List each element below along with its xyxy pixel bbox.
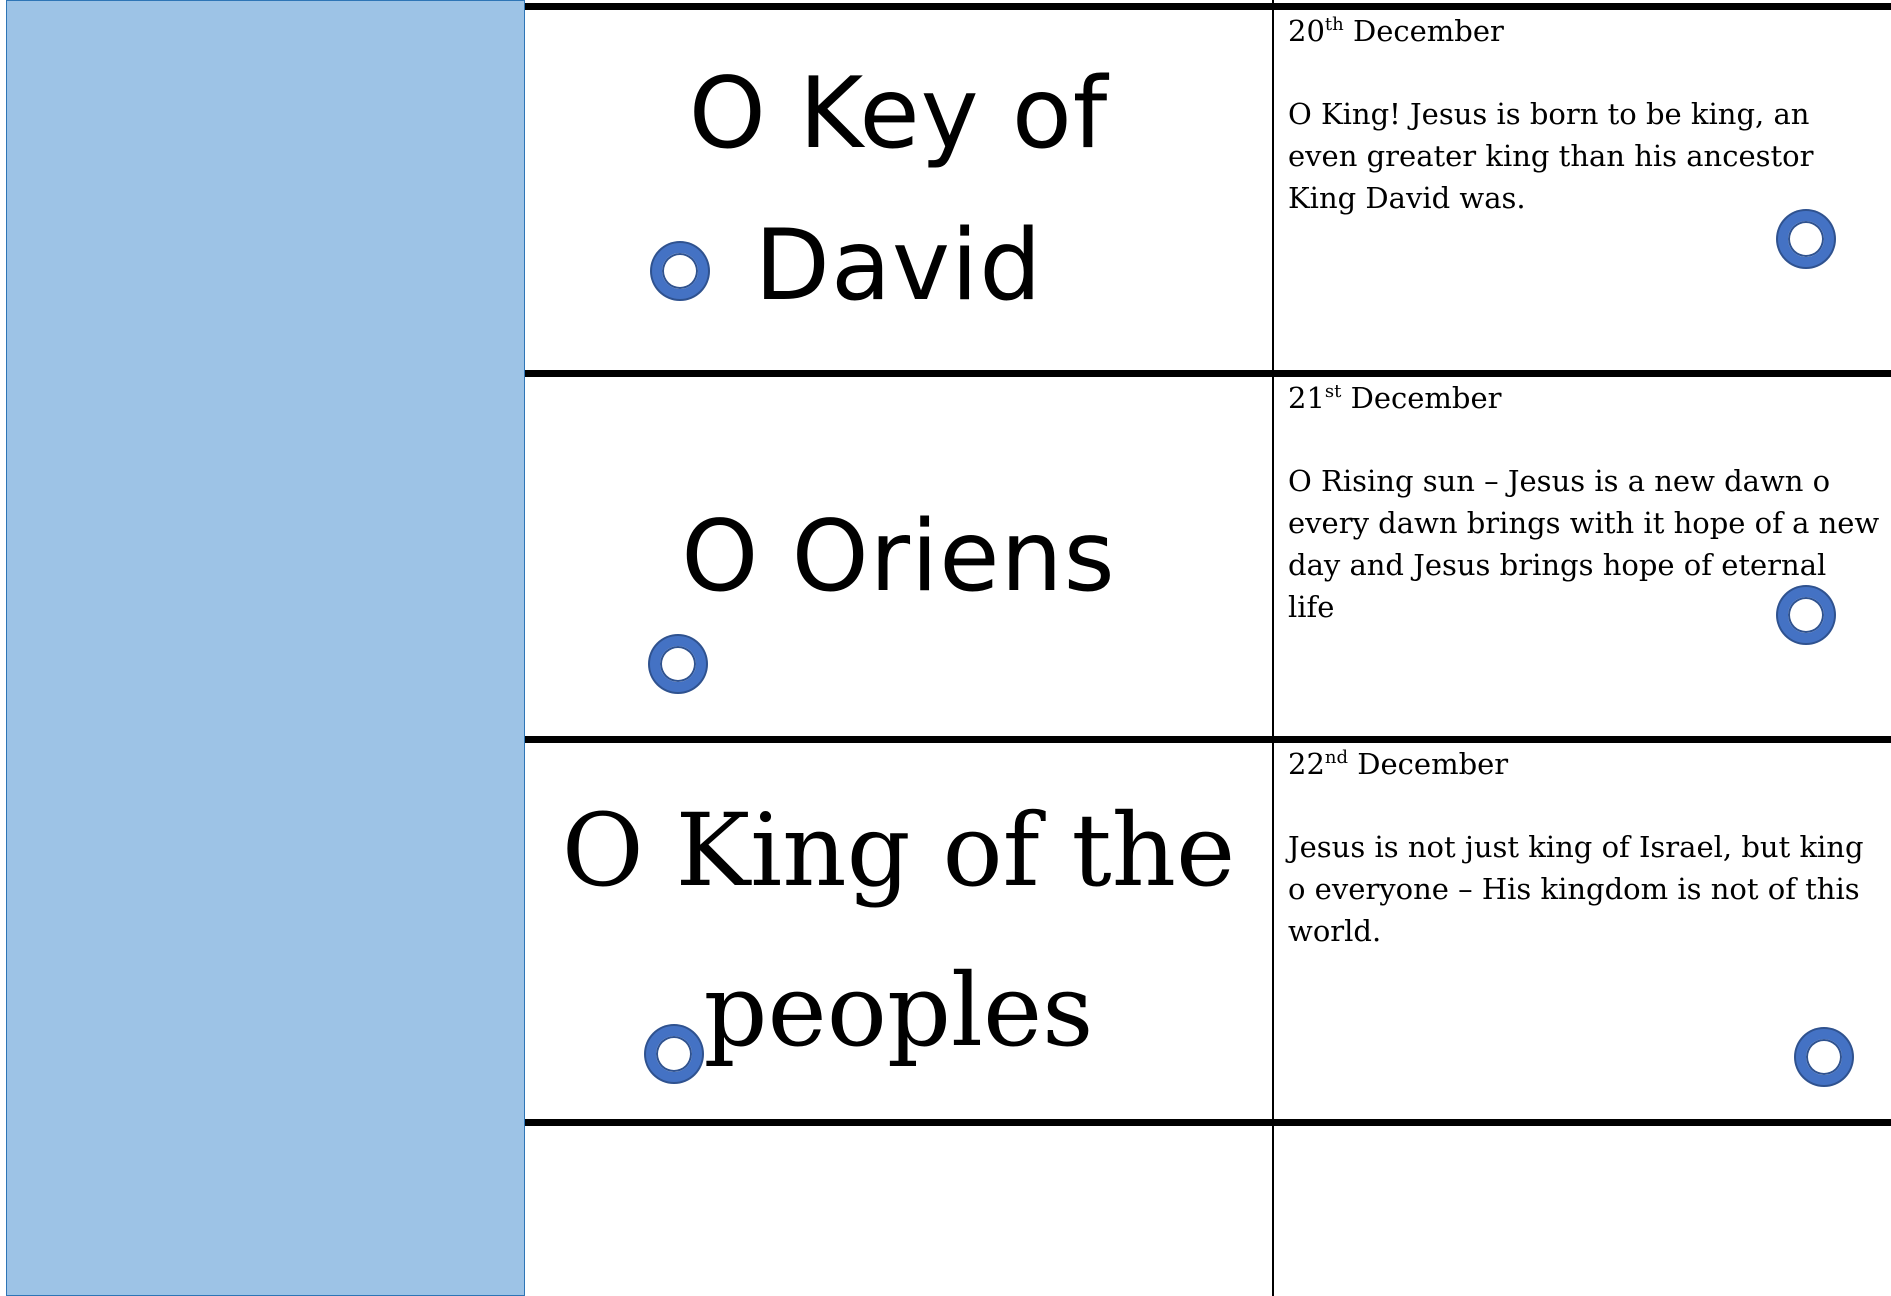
row-divider <box>525 1119 1891 1126</box>
ring-hole-icon <box>1796 1029 1852 1085</box>
ring-hole-icon <box>1778 211 1834 267</box>
row-divider <box>525 370 1891 377</box>
title-line: O King of the <box>561 792 1236 909</box>
description-cell-3 <box>1288 743 1881 952</box>
title-line: O Key of <box>688 57 1109 171</box>
antiphon-title-3 <box>525 743 1272 1119</box>
column-divider <box>1272 0 1274 1296</box>
title-line: David <box>754 209 1043 323</box>
date-label: 21st December <box>1288 381 1502 415</box>
date-label: 22nd December <box>1288 747 1509 781</box>
antiphon-title-1 <box>525 10 1272 370</box>
description-text: Jesus is not just king of Israel, but king o everyone – His kingdom is not of this world. <box>1288 830 1864 948</box>
ring-hole-icon <box>652 243 708 299</box>
description-cell-1 <box>1288 10 1881 219</box>
row-divider <box>525 736 1891 743</box>
description-text: O King! Jesus is born to be king, an even greater king than his ancestor King David was. <box>1288 97 1814 215</box>
antiphon-title-2 <box>525 377 1272 736</box>
description-text: O Rising sun – Jesus is a new dawn o every dawn brings with it hope of a new day and Jesus brings hope of eternal life <box>1288 464 1880 624</box>
ring-hole-icon <box>646 1026 702 1082</box>
ring-hole-icon <box>650 636 706 692</box>
empty-title-cell <box>525 1126 1272 1296</box>
side-panel <box>6 0 525 1296</box>
date-label: 20th December <box>1288 14 1504 48</box>
empty-description-cell <box>1274 1126 1891 1296</box>
ring-hole-icon <box>1778 587 1834 643</box>
title-line: O Oriens <box>681 499 1116 614</box>
title-line: peoples <box>703 952 1094 1069</box>
row-divider <box>525 3 1891 10</box>
